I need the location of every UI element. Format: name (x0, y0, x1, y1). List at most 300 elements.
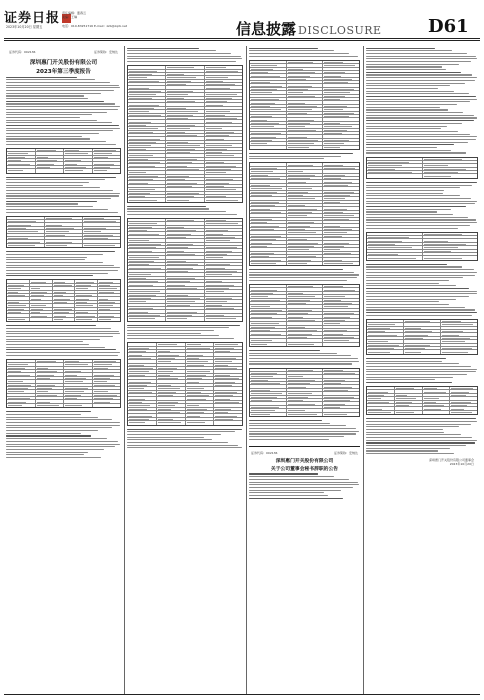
table-row (250, 413, 359, 416)
data-table (249, 368, 360, 417)
text-line (6, 87, 120, 88)
table-cell (214, 418, 242, 420)
text-line (366, 50, 452, 51)
table-cell (128, 141, 166, 143)
table-cell (287, 78, 324, 80)
table-cell (250, 245, 287, 247)
table-cell (250, 204, 287, 206)
table-cell (128, 418, 157, 420)
table-cell (367, 347, 404, 349)
table-cell (205, 175, 242, 177)
table-row (7, 318, 120, 321)
table-cell (205, 304, 242, 306)
text-line (366, 272, 477, 273)
text-line (366, 93, 469, 94)
table-cell (205, 222, 242, 224)
text-line (6, 93, 101, 94)
table-cell (53, 311, 76, 313)
table-cell (205, 294, 242, 296)
table-cell (323, 135, 359, 137)
text-line (366, 190, 444, 191)
table-cell (250, 409, 287, 411)
table-cell (166, 253, 204, 255)
text-line (6, 82, 110, 83)
text-line (249, 50, 334, 51)
stock-code: 证券代码：002136 (9, 50, 36, 54)
table-cell (157, 421, 186, 424)
table-cell (128, 161, 166, 163)
table-cell (287, 285, 324, 287)
table-cell (323, 375, 359, 377)
text-line (6, 182, 89, 183)
table-cell (128, 171, 166, 173)
text-line (366, 115, 474, 116)
table-cell (250, 64, 287, 66)
secondary-announcement (249, 446, 360, 472)
table-cell (250, 262, 287, 265)
table-cell (36, 367, 65, 369)
table-cell (250, 413, 287, 416)
table-cell (7, 230, 45, 232)
text-line (366, 74, 472, 75)
table-cell (287, 409, 324, 411)
table-cell (98, 318, 120, 321)
text-line (249, 473, 318, 474)
text-line (6, 112, 107, 113)
table-cell (7, 227, 45, 229)
table-cell (404, 330, 441, 332)
table-cell (93, 156, 121, 158)
table-cell (450, 397, 477, 399)
report-title: 2023年第三季度报告 (36, 69, 91, 75)
table-cell (166, 188, 204, 190)
text-line (249, 156, 341, 157)
table-cell (450, 404, 477, 406)
stock-name: 证券简称：安纳达 (333, 450, 358, 455)
text-line (6, 325, 96, 326)
text-line (366, 56, 476, 57)
table-cell (157, 343, 186, 345)
table-cell (166, 161, 204, 163)
table-cell (205, 114, 242, 116)
text-line (366, 193, 443, 194)
table-cell (128, 100, 166, 102)
table-cell (30, 284, 53, 286)
table-cell (205, 263, 242, 265)
table-cell (128, 350, 157, 352)
table-cell (250, 218, 287, 220)
table-cell (423, 250, 478, 252)
text-line (6, 417, 98, 418)
table-cell (404, 340, 441, 342)
table-cell (186, 343, 215, 345)
text-line (127, 437, 204, 438)
table-cell (64, 159, 93, 161)
column-3 (249, 46, 360, 694)
table-cell (128, 83, 166, 85)
table-cell (423, 171, 478, 173)
table-cell (45, 227, 83, 229)
table-cell (250, 389, 287, 391)
text-line (366, 134, 470, 135)
table-cell (98, 304, 120, 306)
table-cell (64, 363, 93, 365)
table-cell (157, 360, 186, 362)
table-cell (287, 187, 324, 189)
table-cell (7, 169, 36, 172)
table-cell (128, 168, 166, 170)
text-line (6, 190, 113, 191)
table-cell (287, 339, 324, 341)
table-cell (205, 297, 242, 299)
table-cell (250, 129, 287, 131)
table-cell (323, 105, 359, 107)
table-cell (157, 404, 186, 406)
table-cell (287, 64, 324, 66)
text-line (366, 228, 458, 229)
text-line (366, 280, 449, 281)
announcement-header (6, 46, 121, 75)
table-cell (287, 319, 324, 321)
table-cell (287, 385, 324, 387)
column-text-block (249, 48, 360, 440)
table-cell (53, 318, 76, 321)
table-cell (157, 401, 186, 403)
table-cell (166, 175, 204, 177)
table-cell (157, 387, 186, 389)
table-cell (157, 350, 186, 352)
table-cell (323, 389, 359, 391)
text-line (366, 198, 471, 199)
text-line (366, 363, 459, 364)
table-cell (128, 304, 166, 306)
table-cell (166, 317, 204, 320)
table-cell (250, 170, 287, 172)
table-cell (323, 61, 359, 63)
table-cell (287, 61, 324, 63)
table-cell (128, 219, 166, 221)
table-cell (205, 171, 242, 173)
table-cell (166, 185, 204, 187)
table-cell (287, 98, 324, 100)
text-line (249, 425, 346, 426)
table-cell (287, 326, 324, 328)
table-cell (53, 284, 76, 286)
text-line (366, 53, 467, 54)
table-cell (98, 284, 120, 286)
table-cell (75, 297, 98, 299)
table-cell (205, 80, 242, 82)
table-cell (323, 214, 359, 216)
table-cell (323, 241, 359, 243)
table-cell (441, 333, 477, 335)
table-cell (214, 408, 242, 410)
table-cell (287, 295, 324, 297)
table-cell (250, 101, 287, 103)
table-cell (250, 207, 287, 209)
table-cell (166, 83, 204, 85)
table-cell (128, 134, 166, 136)
table-cell (128, 195, 166, 197)
table-row (367, 411, 477, 414)
table-cell (404, 320, 441, 322)
text-line (366, 120, 474, 121)
text-line (127, 439, 212, 440)
table-cell (166, 229, 204, 231)
table-cell (423, 404, 451, 406)
table-cell (250, 305, 287, 307)
table-cell (423, 394, 451, 396)
table-cell (450, 387, 477, 389)
signature-date: 2023年10月20日 (449, 462, 474, 467)
stock-info-line (249, 451, 360, 455)
table-cell (323, 409, 359, 411)
table-cell (323, 84, 359, 86)
table-cell (93, 384, 121, 386)
table-cell (205, 154, 242, 156)
table-cell (323, 224, 359, 226)
table-cell (250, 122, 287, 124)
table-cell (441, 344, 477, 346)
table-cell (323, 292, 359, 294)
table-cell (250, 146, 287, 149)
table-cell (7, 244, 45, 247)
table-cell (45, 230, 83, 232)
table-cell (423, 233, 478, 235)
table-cell (64, 373, 93, 375)
table-cell (166, 80, 204, 82)
text-line (6, 106, 120, 107)
table-cell (250, 326, 287, 328)
table-cell (45, 220, 83, 222)
text-line (366, 80, 475, 81)
editor-line: 责任编辑：董春云 (62, 11, 87, 15)
table-cell (441, 323, 477, 325)
table-cell (441, 327, 477, 329)
table-cell (128, 164, 166, 166)
table-cell (128, 243, 166, 245)
table-cell (205, 141, 242, 143)
table-cell (186, 364, 215, 366)
table-cell (404, 337, 441, 339)
table-cell (128, 290, 166, 292)
table-cell (36, 360, 65, 362)
table-cell (287, 245, 324, 247)
table-cell (323, 336, 359, 338)
text-line (366, 266, 462, 267)
table-cell (367, 394, 395, 396)
section-title (236, 18, 382, 39)
table-cell (128, 110, 166, 112)
table-cell (287, 194, 324, 196)
table-cell (128, 408, 157, 410)
table-cell (166, 100, 204, 102)
table-cell (157, 364, 186, 366)
table-cell (323, 322, 359, 324)
text-line (127, 50, 216, 51)
text-line (366, 58, 477, 59)
table-cell (323, 312, 359, 314)
table-cell (30, 287, 53, 289)
table-cell (7, 291, 30, 293)
table-cell (64, 156, 93, 158)
table-cell (157, 377, 186, 379)
table-cell (205, 73, 242, 75)
table-cell (157, 374, 186, 376)
text-line (6, 185, 83, 186)
column-divider (124, 46, 125, 694)
table-cell (93, 390, 121, 392)
table-cell (128, 307, 166, 309)
text-line (6, 136, 82, 137)
text-line (249, 153, 353, 154)
table-cell (250, 214, 287, 216)
table-cell (166, 249, 204, 251)
text-line (366, 277, 463, 278)
text-line (249, 487, 353, 488)
table-cell (323, 201, 359, 203)
table-cell (186, 411, 215, 413)
table-cell (250, 382, 287, 384)
table-cell (205, 110, 242, 112)
editor-info (62, 11, 86, 19)
table-row (367, 350, 477, 353)
text-line (249, 436, 344, 437)
table-cell (205, 253, 242, 255)
table-cell (128, 246, 166, 248)
table-cell (128, 175, 166, 177)
text-line (249, 431, 359, 432)
table-cell (157, 357, 186, 359)
table-cell (323, 305, 359, 307)
table-cell (205, 243, 242, 245)
text-line (6, 212, 118, 213)
table-cell (53, 304, 76, 306)
table-cell (98, 294, 120, 296)
table-cell (250, 288, 287, 290)
table-cell (367, 174, 423, 177)
table-cell (166, 103, 204, 105)
text-line (127, 330, 214, 331)
table-cell (205, 283, 242, 285)
text-line (366, 315, 472, 316)
text-line (6, 128, 120, 129)
table-cell (205, 76, 242, 78)
table-cell (287, 413, 324, 416)
table-cell (30, 297, 53, 299)
table-cell (93, 162, 121, 164)
table-cell (186, 360, 215, 362)
table-cell (205, 66, 242, 68)
table-cell (367, 411, 395, 414)
table-cell (186, 367, 215, 369)
text-line (366, 366, 471, 367)
table-cell (250, 231, 287, 233)
table-cell (287, 112, 324, 114)
table-cell (323, 118, 359, 120)
table-cell (287, 235, 324, 237)
text-line (366, 293, 477, 294)
table-cell (323, 122, 359, 124)
table-cell (323, 74, 359, 76)
table-cell (166, 287, 204, 289)
table-cell (205, 310, 242, 312)
column-divider (246, 46, 247, 694)
text-line (6, 352, 120, 353)
column-text-block (249, 473, 360, 498)
table-cell (323, 204, 359, 206)
table-cell (30, 314, 53, 316)
table-cell (323, 372, 359, 374)
table-cell (128, 97, 166, 99)
table-cell (128, 107, 166, 109)
table-cell (128, 229, 166, 231)
table-cell (166, 260, 204, 262)
table-cell (323, 396, 359, 398)
table-cell (323, 78, 359, 80)
table-cell (287, 288, 324, 290)
table-cell (441, 337, 477, 339)
table-cell (128, 148, 166, 150)
table-cell (205, 124, 242, 126)
text-line (366, 126, 447, 127)
table-cell (287, 221, 324, 223)
text-line (366, 203, 475, 204)
table-cell (367, 246, 423, 248)
table-cell (166, 110, 204, 112)
table-cell (205, 90, 242, 92)
table-cell (128, 249, 166, 251)
table-cell (367, 401, 395, 403)
masthead-rule-thin (4, 40, 480, 41)
table-row (7, 244, 120, 247)
table-cell (53, 280, 76, 282)
table-cell (287, 302, 324, 304)
table-cell (323, 146, 359, 149)
text-line (366, 440, 477, 441)
table-cell (166, 148, 204, 150)
table-cell (287, 329, 324, 331)
table-cell (166, 73, 204, 75)
table-cell (83, 244, 120, 247)
table-cell (323, 302, 359, 304)
text-line (6, 85, 119, 86)
text-line (249, 158, 324, 159)
table-cell (250, 372, 287, 374)
data-table (366, 386, 478, 415)
table-cell (36, 152, 65, 154)
table-cell (205, 249, 242, 251)
table-cell (128, 384, 157, 386)
table-cell (128, 414, 157, 416)
text-line (127, 434, 221, 435)
table-cell (323, 319, 359, 321)
table-cell (323, 309, 359, 311)
table-cell (128, 232, 166, 234)
table-cell (323, 343, 359, 346)
column-text-block (127, 48, 243, 449)
table-cell (205, 100, 242, 102)
table-cell (404, 344, 441, 346)
table-cell (53, 297, 76, 299)
table-cell (186, 404, 215, 406)
table-cell (36, 384, 65, 386)
table-cell (205, 236, 242, 238)
table-cell (166, 310, 204, 312)
table-cell (205, 158, 242, 160)
table-cell (367, 344, 404, 346)
table-cell (323, 91, 359, 93)
